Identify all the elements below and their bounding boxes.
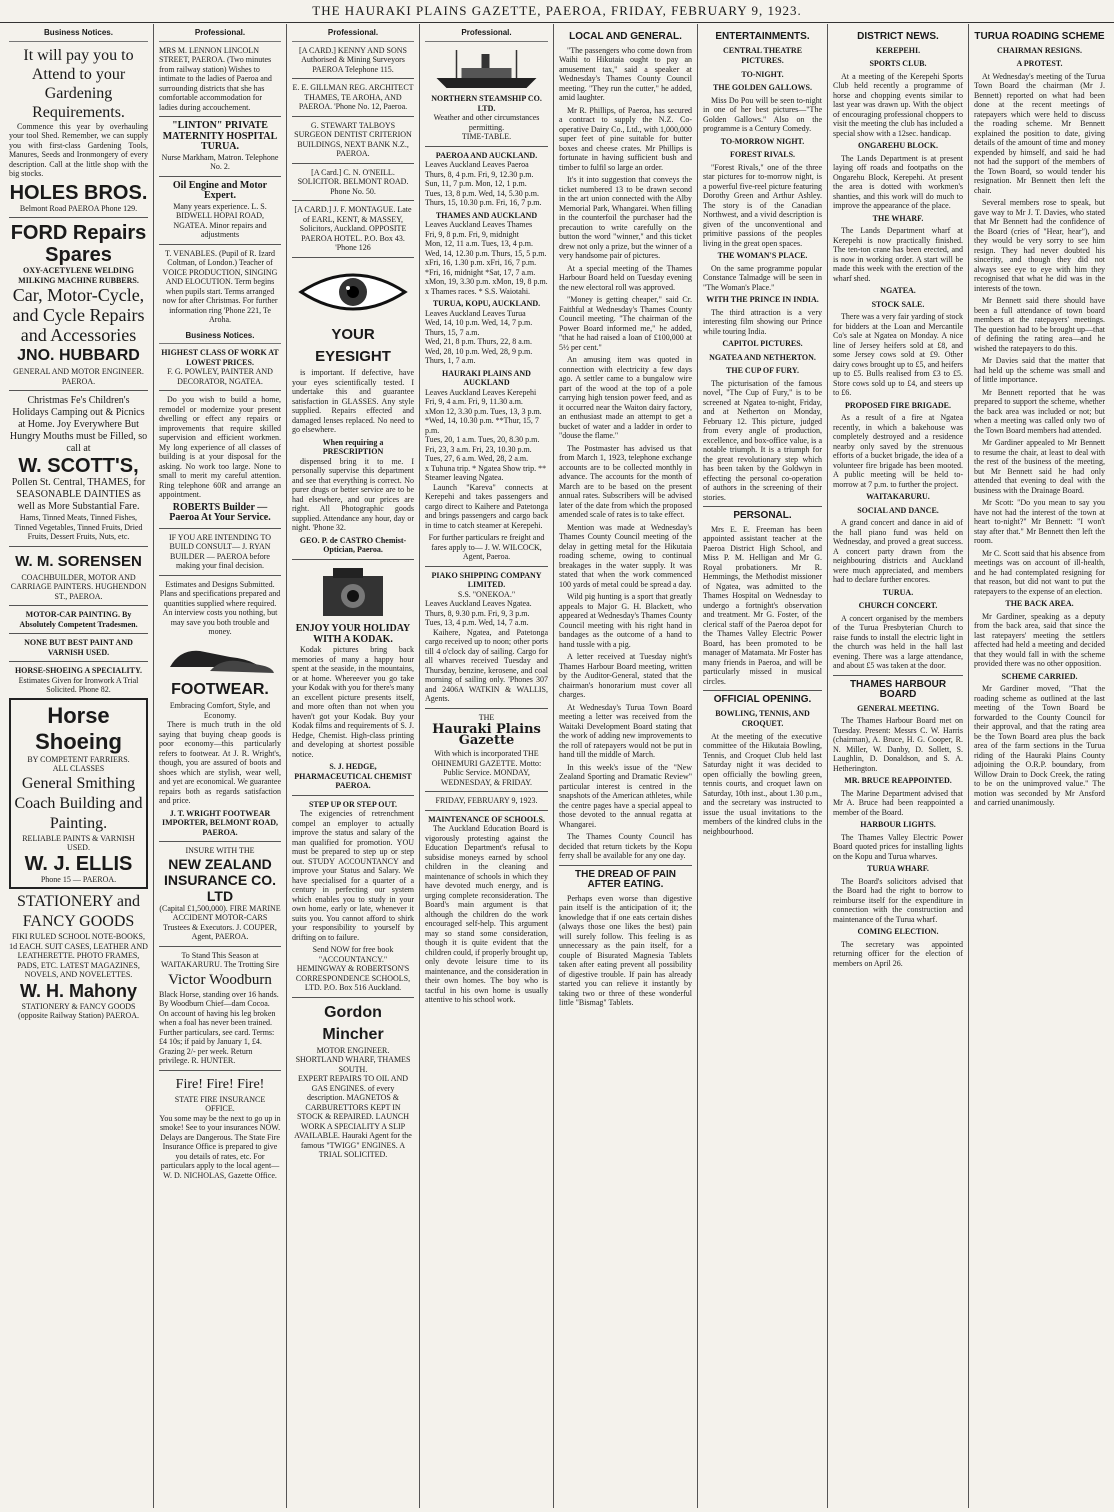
eye-illustration bbox=[292, 262, 414, 322]
victor-woodburn: Victor Woodburn bbox=[168, 971, 272, 988]
article-paragraph: Several members rose to speak, but gave way to Mr J. T. Davies, who stated that Mr Bennett had the confidence of the Board (cries of "Hear, hear"), and they would be very sorry to see him resign. They had never doubted his sincerity, and though they did not always see eye to eye with him they recognised that what he did was in the interests of the town. bbox=[974, 198, 1105, 293]
mahony-name: W. H. Mahony bbox=[20, 980, 137, 1001]
section-label-2: Business Notices. bbox=[159, 331, 281, 345]
ta-row: Leaves Auckland Leaves Thames bbox=[425, 220, 533, 229]
build-body: Do you wish to build a home, remodel or modernize your present dwelling or effect any repairs or improvements that require skilled supervision and efficient workmen. My long experience of all classes of building is at your disposal for the asking. No work too large. None to small to merit my careful attention. Ring telephone 60R and arrange an appointment. bbox=[159, 395, 281, 499]
maintenance-body: The Auckland Education Board is vigorously protesting against the Education Department's refusal to subsidise moneys earned by school children in the cleaning and maintenance of schools in which they have devoted much energy, and is urging complete reconsideration. The Board's main argument is that although the children do the work encouraged self-help. This argument may so stand some consideration, though it is quite evident that the children could, if properly brought up, only devote leisure time to its maintenance, and the consideration in their own homes. The boy who is tactful in his own home is usually attentive to his school work. bbox=[425, 824, 548, 1004]
scott-address: Pollen St. Central, THAMES, for SEASONABLE DAINTIES as well as More Substantial Fare. bbox=[11, 477, 146, 512]
holes-address: Belmont Road PAEROA Phone 129. bbox=[19, 203, 138, 213]
paeroa-auckland-title: PAEROA AND AUCKLAND. bbox=[435, 150, 538, 160]
church-concert: CHURCH CONCERT. bbox=[858, 601, 938, 610]
general-meeting: GENERAL MEETING. bbox=[857, 703, 939, 713]
hubbard-sub: GENERAL AND MOTOR ENGINEER. PAEROA. bbox=[13, 367, 144, 386]
column-local-general bbox=[554, 24, 698, 1508]
oneill-ad: [A Card.] C. N. O'NEILL. SOLICITOR. BELMONT ROAD. Phone No. 50. bbox=[297, 167, 409, 196]
article-paragraph: Mr Bennett reported that he was prepared to support the scheme, whether the back area was included or not; but when a meeting was called only two of the Town Board members had attended. bbox=[974, 387, 1105, 435]
central-theatre: CENTRAL THEATRE PICTURES. bbox=[722, 45, 803, 65]
fire-sub: STATE FIRE INSURANCE OFFICE. bbox=[174, 1094, 266, 1113]
ta-row: *Fri, 16, midnight *Sat, 17, 7 a.m. bbox=[425, 267, 536, 277]
timetable-label: TIME-TABLE. bbox=[461, 132, 512, 141]
launch-note: Launch "Kareva" connects at Kerepehi and takes passengers and cargo direct to Kaihere and Patetonga and brings passengers and cargo back in time to catch steamer at Kerepehi. bbox=[425, 482, 548, 530]
fire-title: Fire! Fire! Fire! bbox=[175, 1076, 265, 1092]
ongarehu-block: ONGAREHU BLOCK. bbox=[857, 141, 938, 150]
gazette-masthead: Hauraki Plains Gazette bbox=[432, 722, 541, 748]
article-paragraph: In this week's issue of the "New Zealand Sporting and Dramatic Review" particular interest is centred in the snapshots of the American athletes, while the centre pages have a special appeal to those devoted to the annual regatta at Whangarei. bbox=[559, 762, 692, 829]
ford-lines: OXY-ACETYLENE WELDING MILKING MACHINE RUBBERS. bbox=[18, 266, 139, 285]
ns-weather: Weather and other circumstances permitting. bbox=[433, 113, 540, 132]
cup-body: The picturisation of the famous novel, "The Cup of Fury," is to be screened at Ngatea to-night, Friday, and at Netherton on Monday, February 12. This picture, judged from every angle of production, excellence, and box-office value, is a notable triumph. It is a triumph for the great revolutionary step which has been taken by the Goldwyn in effecting the personal co-operation of authors in the screening of their stories. bbox=[703, 378, 822, 502]
sorensen-sub: COACHBUILDER, MOTOR AND CARRIAGE PAINTERS. HUGHENDON ST., PAEROA. bbox=[10, 572, 147, 601]
ta-row: Wed, 14, 12.30 p.m. Thurs, 15, 5 p.m. bbox=[425, 248, 547, 258]
ta-row: xFri, 16, 1.30 p.m. xFri, 16, 7 p.m. bbox=[425, 258, 537, 267]
a-protest: A PROTEST. bbox=[1016, 59, 1063, 68]
ongarehu-body: The Lands Department is at present laying off roads and footpaths on the Ongarehu Block, Kerepehi. At present the area is dotted with workmen's shanties, and this work will do much to improve the appearance of the place. bbox=[833, 153, 963, 210]
wright-ad: J. T. WRIGHT FOOTWEAR IMPORTER, BELMONT ROAD, PAEROA. bbox=[161, 808, 279, 837]
car-title: Car, Motor-Cycle, and Cycle Repairs and Accessories bbox=[12, 285, 145, 345]
ford-title: FORD Repairs Spares bbox=[10, 222, 147, 266]
dread-headline: THE DREAD OF PAIN AFTER EATING. bbox=[575, 868, 676, 890]
step-body: The exigencies of retrenchment compel an employer to actually improve the status and salary of the man qualified for promotion. YOU must be prepared to step up or step out. STUDY ACCOUNTANCY and improve your Status and Salary. We have specialised for a quarter of a century in perfecting our system which enables you to study in your own home, early or late, whenever it suits you. You cannot afford to shirk your responsibility to yourself by drifting on to failure. bbox=[292, 809, 414, 942]
gillman-ad: E. E. GILLMAN REG. ARCHITECT THAMES, TE AROHA, AND PAEROA. 'Phone No. 12, Paeroa. bbox=[292, 83, 414, 111]
ta-row: Fri, 9, 8 p.m. Fri, 9, midnight bbox=[425, 229, 519, 239]
hpa-title: HAURAKI PLAINS AND AUCKLAND bbox=[442, 368, 531, 387]
turua-roading-headline: TURUA ROADING SCHEME bbox=[974, 31, 1105, 42]
eyesight-body: is important. If defective, have your eyes scientifically tested. I undertake this and guarantee satisfaction in GLASSES. Any style supplied. Repairs effected and damaged lenses replaced. No need to go elsewhere. bbox=[292, 368, 414, 434]
woodburn-body: Black Horse, standing over 16 hands. By Woodburn Chief—dam Cocoa. On account of having his leg broken when a foal has never been trained. Further particulars, see card. Terms: £4 10s; if paid by January 1, £4. Grazing 2/- per week. Return privilege. R. HUNTER. bbox=[159, 989, 279, 1065]
local-general-headline: LOCAL AND GENERAL. bbox=[569, 31, 682, 42]
forest-rivals: FOREST RIVALS. bbox=[729, 150, 796, 159]
gardening-headline: It will pay you to Attend to your Gardening Requirements. bbox=[23, 46, 134, 121]
hpa-row: Tues, 20, 1 a.m. Tues, 20, 8.30 p.m. bbox=[425, 435, 540, 444]
onekoa-row: Leaves Auckland Leaves Ngatea. bbox=[425, 599, 532, 608]
the-label: THE bbox=[478, 712, 495, 722]
section-label: Business Notices. bbox=[9, 28, 148, 42]
estimates-ad: Estimates and Designs Submitted. Plans and specifications prepared and quantities supplied where required. An interview costs you nothing, but may save you both trouble and money. bbox=[159, 579, 281, 636]
scott-intro: Christmas Fe's Children's Holidays Camping out & Picnics at Home. Joy Everywhere But Hungry Mouths must be Filled, so call at bbox=[9, 395, 148, 454]
article-paragraph: Mr Scott: "Do you mean to say you have not had the interest of the town at heart to-night?" Mr Bennett: "I won't stay after that." Mr Bennett then left the room. bbox=[974, 498, 1105, 545]
sorensen-name: W. M. SORENSEN bbox=[15, 552, 142, 570]
tk-row: Thurs, 15, 7 a.m. bbox=[425, 327, 480, 337]
turua-wharf-body: The Board's solicitors advised that the Board had the right to borrow to reimburse itself for the expenditure in connection with the construction and maintenance of the Turua wharf. bbox=[833, 876, 963, 924]
article-paragraph: "Money is getting cheaper," said Cr. Faithful at Wednesday's Thames County Council meeting. "The chairman of the Power Board informed me," he added, "that he had raised a loan of £100,000 at 5½ per cent." bbox=[559, 295, 692, 352]
linton-title: "LINTON" PRIVATE MATERNITY HOSPITAL TURUA. bbox=[162, 120, 278, 152]
piako-body: Kaihere, Ngatea, and Patetonga cargo received up to noon; other ports till 4 o'clock day of sailing. Cargo for all wharves received Tuesday and Thursday, benzine, kerosene, and coal morning of sailing only. 'Phones 307 and 2406A WATKIN & WALLIS, Agents. bbox=[425, 627, 548, 703]
fire-brigade: PROPOSED FIRE BRIGADE. bbox=[844, 400, 951, 410]
chairman-resigns: CHAIRMAN RESIGNS. bbox=[997, 45, 1082, 55]
ryan-ad: IF YOU ARE INTENDING TO BUILD CONSULT— J. RYAN BUILDER — PAEROA before making your final decision. bbox=[168, 532, 272, 570]
piako-title: PIAKO SHIPPING COMPANY LIMITED. bbox=[431, 570, 542, 589]
golden-gallows: THE GOLDEN GALLOWS. bbox=[713, 83, 812, 92]
stationery-title: STATIONERY and FANCY GOODS bbox=[16, 893, 140, 930]
column-business-notices bbox=[4, 24, 154, 1508]
ta-row: Mon, 12, 11 a.m. Tues, 13, 4 p.m. bbox=[425, 239, 533, 248]
motorcar-painting: MOTOR-CAR PAINTING. By Absolutely Competent Tradesmen. bbox=[19, 610, 138, 629]
article-paragraph: At Wednesday's Turua Town Board meeting a letter was received from the Waitaki Development Board stating that the work of adding new improvements to the roll of ratepayers would not be put in hand till the middle of March. bbox=[559, 702, 692, 759]
stand-season: To Stand This Season at WAITAKARURU. The Trotting Sire bbox=[161, 950, 279, 969]
further-note: For further particulars re freight and fares apply to— J. W. WILCOCK, Agent, Paeroa. bbox=[428, 533, 545, 561]
pa-row: Thurs, 8, 4 p.m. Fri, 9, 12.30 p.m. bbox=[425, 169, 534, 179]
hpa-row: xMon 12, 3.30 p.m. Tues, 13, 3 p.m. bbox=[425, 406, 542, 416]
article-paragraph: Mr R. Phillips, of Paeroa, has secured a contract to supply the N.Z. Co-operative Dairy Co., Ltd., with 1,000,000 super feet of pine suitable for butter boxes and cheese crates. Mr Phillips is fortunate in having sufficient bush and timber to fulfil so large an order. bbox=[559, 105, 692, 172]
column-entertainments bbox=[698, 24, 828, 1508]
sports-club: SPORTS CLUB. bbox=[869, 59, 927, 68]
turua-label: TURUA. bbox=[882, 587, 914, 597]
cup-of-fury: THE CUP OF FURY. bbox=[726, 366, 799, 375]
hemingway-ad: HEMINGWAY & ROBERTSON'S CORRESPONDENCE SCHOOLS, LTD. P.O. Box 516 Auckland. bbox=[295, 964, 411, 992]
brigade-body: As a result of a fire at Ngatea recently, in which a bakehouse was completely destroyed and a residence nearby only saved by the strenuous efforts of a bucket brigade, the idea of a volunteer fire brigade has been mooted. A public meeting will be held to-morrow at 7 p.m. to further the project. bbox=[833, 413, 963, 489]
insure-with: INSURE WITH THE bbox=[185, 846, 255, 855]
horse-shoeing-sub: BY COMPETENT FARRIERS. bbox=[27, 754, 130, 764]
fire-body: You some may be the next to go up in smoke! See to your insurances NOW. Delays are Dangerous. The State Fire Insurance Office is prepared to give you details of rates, etc. For particulars apply to the local agent— W. D. NICHOLAS, Gazette Office. bbox=[159, 1113, 281, 1180]
ellis-phone: Phone 15 — PAEROA. bbox=[40, 874, 117, 884]
decastro-ad: GEO. P. de CASTRO Chemist-Optician, Paeroa. bbox=[299, 535, 407, 554]
onekoa-row: Tues, 13, 4 p.m. Wed, 14, 7 a.m. bbox=[425, 618, 529, 627]
stock-body: There was a very fair yarding of stock for bidders at the Loan and Mercantile Co's sale at Ngatea on Monday. A nice line of Jersey heifers sold at £8, and some Jersey cows sold at £9. Other dairy cows brought up to £5, and heifers up to £5. Bulls realised from £3 to £5. Store cows sold up to £4, and steers up to £6. bbox=[833, 312, 963, 397]
dateline: FRIDAY, FEBRUARY 9, 1923. bbox=[435, 796, 538, 805]
tk-row: Wed, 14, 10 p.m. Wed, 14, 7 p.m. bbox=[425, 318, 533, 327]
article-paragraph: Mr Davies said that the matter that had held up the scheme was small and of little importance. bbox=[974, 356, 1105, 384]
womans-body: On the same programme popular Constance Talmadge will be seen in "The Woman's Place." bbox=[703, 263, 822, 292]
horse-shoeing-title: Horse Shoeing bbox=[35, 702, 122, 754]
general-smithing: General Smithing bbox=[21, 774, 136, 792]
mincher-sub: MOTOR ENGINEER. SHORTLAND WHARF, THAMES SOUTH. bbox=[295, 1045, 411, 1074]
nz-insurance-sub: (Capital £1,500,000). FIRE MARINE ACCIDENT MOTOR-CARS Trustees & Executors. J. COUPER, Agent, PAEROA. bbox=[159, 903, 281, 941]
ellis-name: W. J. ELLIS bbox=[24, 852, 133, 875]
back-area: THE BACK AREA. bbox=[1005, 599, 1074, 608]
ngatea-label: NGATEA. bbox=[880, 286, 916, 295]
prescription-title: When requiring a PRESCRIPTION bbox=[322, 437, 384, 456]
bowling-sub: BOWLING, TENNIS, AND CROQUET. bbox=[715, 708, 810, 728]
columns bbox=[4, 24, 1110, 1508]
section-label: Professional. bbox=[159, 28, 281, 42]
kodak-title: ENJOY YOUR HOLIDAY WITH A KODAK. bbox=[295, 623, 411, 645]
forest-body: "Forest Rivals," one of the three star pictures for to-morrow night, is a powerful five-reel picture featuring Dorothy Green and Arthur Ashley. The story is of the Canadian Northwest, and a vivid description is given of the unconventional and primitive passions of the peoples living in the great open spaces. bbox=[703, 162, 822, 248]
sports-body: At a meeting of the Kerepehi Sports Club held recently a programme of horse and chopping events similar to last year was drawn up. With the object of encouraging professional choppers to visit the meeting the club has included a special show with a 12sec. handicap. bbox=[833, 71, 963, 138]
tk-row: Wed, 28, 10 p.m. Wed, 28, 9 p.m. bbox=[425, 346, 533, 356]
social-dance: SOCIAL AND DANCE. bbox=[857, 505, 939, 515]
kodak-illustration bbox=[292, 564, 414, 622]
thb-body: The Thames Harbour Board met on Tuesday. Present: Messrs C. W. Harris (chairman), A. Bruce, H. G. Cooper, R. N. Miller, W. Danby, D. Sollett, S. Laughlin, D. Donaldson, and S. A. Hetherington. bbox=[833, 716, 963, 773]
footwear-sub: Embracing Comfort, Style, and Economy. bbox=[169, 701, 271, 720]
hpa-notes: x Tuhuna trip. * Ngatea Show trip. ** Steamer leaving Ngatea. bbox=[425, 463, 547, 482]
powley-ad: F. G. POWLEY, PAINTER AND DECORATOR, NGATEA. bbox=[167, 367, 273, 386]
mahony-sub: STATIONERY & FANCY GOODS (opposite Railway Station) PAEROA. bbox=[17, 1001, 140, 1020]
article-paragraph: "The passengers who come down from Waihi to Hikutaia ought to pay an amusement tax," said a speaker at Wednesday's Thames County Council meeting. "They run the cutter," he added, amid laughter. bbox=[559, 45, 692, 102]
onekoa-title: S.S. "ONEKOA." bbox=[457, 589, 516, 599]
maintenance-title: MAINTENANCE OF SCHOOLS. bbox=[428, 814, 545, 824]
column-turua-roading bbox=[969, 24, 1110, 1508]
nz-insurance: NEW ZEALAND INSURANCE CO. LTD bbox=[163, 855, 276, 904]
kenny-ad: [A CARD.] KENNY AND SONS Authorised & Mining Surveyors PAEROA Telephone 115. bbox=[299, 45, 407, 74]
pa-row: Tues, 13, 8 p.m. Wed, 14, 5.30 p.m. bbox=[425, 188, 540, 198]
talboys-ad: G. STEWART TALBOYS SURGEON DENTIST CRITERION BUILDINGS, NEXT BANK N.Z., PAEROA. bbox=[294, 120, 412, 158]
thames-harbour-headline: THAMES HARBOUR BOARD bbox=[849, 678, 947, 700]
prince-india: WITH THE PRINCE IN INDIA. bbox=[706, 295, 819, 304]
oil-title: Oil Engine and Motor Expert. bbox=[172, 179, 268, 201]
step-send: Send NOW for free book "ACCOUNTANCY." bbox=[312, 945, 394, 964]
stationery-lines: FIKI RULED SCHOOL NOTE-BOOKS, 1d EACH. SUIT CASES, LEATHER AND LEATHERETTE. PHOTO FRAMES, PADS, ETC. LATEST MAGAZINES, NOVELS, AND NOVELETTES. bbox=[9, 932, 148, 979]
pa-row: Leaves Auckland Leaves Paeroa bbox=[425, 160, 529, 169]
district-news-headline: DISTRICT NEWS. bbox=[857, 31, 939, 42]
coach-building: Coach Building and Painting. bbox=[14, 794, 143, 832]
lights-body: The Thames Valley Electric Power Board quoted prices for installing lights on the Kopu and Turua wharves. bbox=[833, 832, 963, 861]
ngatea-netherton: NGATEA AND NETHERTON. bbox=[709, 352, 816, 362]
entertainments-headline: ENTERTAINMENTS. bbox=[715, 31, 810, 42]
article-paragraph: The Thames County Council has decided that return tickets by the Kopu ferry shall be available for any one day. bbox=[559, 832, 692, 860]
holes-bros-name: HOLES BROS. bbox=[9, 181, 148, 204]
article-paragraph: A letter received at Tuesday night's Thames Harbour Board meeting, written by the Auditor-General, stated that the chairman's honorarium must cover all charges. bbox=[559, 652, 692, 699]
column-shipping bbox=[420, 24, 554, 1508]
article-paragraph: Mr Gardiner, speaking as a deputy from the back area, said that since the last ratepayers' meeting the settlers affected had held a meeting and decided that they would fall in with the scheme provided there was no other opposition. bbox=[974, 611, 1105, 668]
womans-place: THE WOMAN'S PLACE. bbox=[717, 251, 808, 260]
article-paragraph: Mr Gardiner appealed to Mr Bennett to resume the chair, at least to deal with the rest of the business of the meeting, but Mr Bennett said he had only attended that evening to deal with the business with the Drainage Board. bbox=[974, 438, 1105, 495]
onekoa-row: Thurs, 8, 9.30 p.m. Fri, 9, 3 p.m. bbox=[425, 608, 530, 618]
linton-sub: Nurse Markham, Matron. Telephone No. 2. bbox=[161, 152, 279, 171]
ta-row: xMon, 19, 3.30 p.m. xMon, 19, 8 p.m. bbox=[425, 277, 548, 286]
article-paragraph: At Wednesday's meeting of the Turua Town Board the chairman (Mr J. Bennett) reported on what had been done at the recent meetings of ratepayers which were held to discuss the roading scheme. Mr Bennett explained the position to date, giving details of the amount of time and money expended by himself, and said he had not had the support of the members of the Town Board, so would tender his resignation. Mr Bennett then left the chair. bbox=[974, 71, 1105, 195]
masthead: THE HAURAKI PLAINS GAZETTE, PAEROA, FRIDAY, FEBRUARY 9, 1923. bbox=[0, 0, 1114, 23]
thames-auckland-title: THAMES AND AUCKLAND bbox=[435, 210, 538, 220]
ta-notes: x Thames races. * S.S. Waiotahi. bbox=[425, 286, 531, 296]
the-wharf: THE WHARF. bbox=[872, 213, 924, 223]
article-paragraph: Wild pig hunting is a sport that greatly appeals to Major G. H. Blackett, who appeared at Wednesday's Thames County Council meeting with his right hand in bandages as the outcome of a hand to hand tussle with a pig. bbox=[559, 592, 692, 649]
coming-body: The secretary was appointed returning officer for the election of members on April 26. bbox=[833, 939, 963, 968]
kerepehi-label: KEREPEHI. bbox=[875, 45, 921, 55]
article-paragraph: Mr Bennett said there should have been a full attendance of town board members at the ratepayers' meetings. The question had to be brought up—that of defining the rating area—and he wished the ratepayers to do this. bbox=[974, 296, 1105, 353]
step-title: STEP UP OR STEP OUT. bbox=[308, 799, 398, 809]
section-label: Professional. bbox=[292, 28, 414, 42]
section-label: Professional. bbox=[425, 28, 548, 42]
prescription-body: dispensed bring it to me. I personally supervise this department and see that everything is correct. No purer drugs or better service are to be had elsewhere, and our prices are right. All Photographic goods supplied. Attendance any hour, day or night. 'Phone 32. bbox=[292, 456, 414, 532]
personal-headline: PERSONAL. bbox=[733, 510, 792, 521]
article-paragraph: An amusing item was quoted in connection with electricity a few days ago. A settler came to a bungalow wire part of the wood at the top of a pole carrying high tension power feed, and as it occurred near the Waiton dairy factory, an enthusiast made an attempt to get a bucket of water and a ladder in order to "douse the flame." bbox=[559, 355, 692, 440]
harbour-lights: HARBOUR LIGHTS. bbox=[860, 820, 936, 829]
all-classes: ALL CLASSES bbox=[52, 764, 105, 773]
official-body: At the meeting of the executive committee of the Hikutaia Bowling, Tennis, and Croquet Club held last Saturday night it was decided to open officially the bowling green, tennis courts, and croquet lawn on Saturday, 10th inst., about 1.30 p.m., and the secretary was instructed to issue the usual invitations to the members of the kindred clubs in the neighbourhood. bbox=[703, 731, 822, 836]
ironwork-note: Estimates Given for Ironwork A Trial Solicited. Phone 82. bbox=[18, 675, 139, 694]
roberts-ad: ROBERTS Builder — Paeroa At Your Service. bbox=[169, 501, 271, 523]
hpa-row: Fri, 23, 3 a.m. Fri, 23, 10.30 p.m. bbox=[425, 444, 532, 454]
reliable-paints: RELIABLE PAINTS & VARNISH USED. bbox=[22, 833, 135, 852]
tk-row: Leaves Auckland Leaves Turua bbox=[425, 308, 526, 318]
holes-body: Commence this year by overhauling your tool Shed. Remember, we can supply you with first-class Gardening Tools, Manures, Seeds and Ironmongery of every description. Call at the little shop with the big stocks. bbox=[9, 121, 148, 178]
church-body: A concert organised by the members of the Turua Presbyterian Church to raise funds to install the electric light in the church was held in the hall last evening. There was a large attendance, and about £5 was taken at the door. bbox=[833, 613, 963, 670]
mincher-name: Gordon Mincher bbox=[322, 1003, 384, 1043]
article-paragraph: Mention was made at Wednesday's Thames County Council meeting of the delay in getting metal for the Hikutaia roading scheme, owing to continual breakages in the water supply. It was stated that when the work commenced 100 yards of metal could be spread a day. bbox=[559, 522, 692, 589]
dread-body: Perhaps even worse than digestive pain itself is the anticipation of it; the knowledge that if one eats certain dishes (always those one likes the best) pain will surely follow. This feeling is as unnecessary as the pain itself, for a couple of Bisurated Magnesia Tablets taken after eating prevent all possibility of digestive trouble. If pain has already started you can relieve it instantly by taking two or three of these wonderful little "Bismag" Tablets. bbox=[559, 893, 692, 1007]
venables-ad: T. VENABLES. (Pupil of R. Izard Coltman, of London.) Teacher of VOICE PRODUCTION, SINGING AND ELOCUTION. Term begins when pupils start. Terms arranged now for after Christmas. For further information ring 'Phone 221, Te Aroha. bbox=[162, 248, 278, 324]
stock-sale: STOCK SALE. bbox=[871, 299, 925, 309]
coming-election: COMING ELECTION. bbox=[857, 927, 939, 936]
turua-wharf: TURUA WHARF. bbox=[867, 864, 929, 873]
reapp-body: The Marine Department advised that Mr A. Bruce had been reappointed a member of the Board. bbox=[833, 788, 963, 817]
hpa-row: Fri, 9, 4 a.m. Fri, 9, 11.30 a.m. bbox=[425, 397, 523, 406]
tonight-label: TO-NIGHT. bbox=[741, 69, 784, 79]
article-paragraph: At a special meeting of the Thames Harbour Board held on Tuesday evening the new electoral roll was approved. bbox=[559, 263, 692, 292]
kodak-body: Kodak pictures bring back memories of many a happy hour spent at the seaside, in the mountains, or at home. Whereever you go take your Kodak with you for there's many an excellent picture presents itself, and more often than not when you haven't got your Kodak. Buy your Kodak films and requirements of S. J. Hedge, Chemist. High-class printing and developing at shortest possible notice. bbox=[292, 645, 414, 759]
footwear-body: There is much truth in the old saying that buying cheap goods is poor economy—this particularly refers to footwear. At J. R. Wright's, though, you are assured of boots and shoes which are stylish, wear well, and yet are economical. We guarantee repairs both as regards satisfaction and price. bbox=[159, 720, 281, 805]
turua-title: TURUA, KOPU, AUCKLAND. bbox=[432, 299, 541, 308]
shoe-illustration bbox=[159, 637, 281, 677]
eyesight-title: YOUR EYESIGHT bbox=[315, 326, 391, 365]
wharf-body: The Lands Department wharf at Kerepehi is now practically finished. The ten-ton crane has been erected, and is now in working order. A start will be made this week with the erection of the wharf shed. bbox=[833, 226, 963, 283]
highest-class: HIGHEST CLASS OF WORK AT LOWEST PRICES. bbox=[161, 348, 279, 367]
prince-body: The third attraction is a very interesting film showing our Prince while touring India. bbox=[703, 307, 822, 336]
social-body: A grand concert and dance in aid of the hall piano fund was held on Wednesday, and proved a great success. A concert party drawn from the neighbouring districts and Auckland were much appreciated, and members had to declare further encores. bbox=[833, 518, 963, 584]
hpa-row: Leaves Auckland Leaves Kerepehi bbox=[425, 387, 537, 397]
article-paragraph: It's it into suggestion that conveys the ticket numbered 13 to be drawn second in the art union connected with the Alby Memorial Park, Whangarei. When filling in the counterfoil the purchaser had the precaution to write carefully on the button the word "winner," and this ticket drew not only a prize, but the winner of a very handsome pair of pictures. bbox=[559, 175, 692, 260]
tomorrow-label: TO-MORROW NIGHT. bbox=[720, 136, 805, 146]
mincher-body: EXPERT REPAIRS TO OIL AND GAS ENGINES. of every description. MAGNETOS & CARBURETTORS KEPT IN STOCK & REPAIRED. LAUNCH WORK A SPECIALITY A SLIP AVAILABLE. Hauraki Agent for the famous "TWIGG" ENGINES. A TRIAL SOLICITED. bbox=[294, 1074, 412, 1159]
tk-row: Wed, 21, 8 p.m. Thurs, 22, 8 a.m. bbox=[425, 337, 532, 346]
pa-row: Thurs, 15, 10.30 p.m. Fri, 16, 7 p.m. bbox=[425, 198, 542, 207]
footwear-title: FOOTWEAR. bbox=[171, 681, 269, 698]
horseshoeing-note: HORSE-SHOEING A SPECIALITY. bbox=[14, 666, 143, 675]
column-professional-3 bbox=[287, 24, 420, 1508]
article-paragraph: The Postmaster has advised us that from March 1, 1923, telephone exchange accounts are to be collected monthly in advance. The accounts for the month of March are to be based on the present annual rates. Subscribers will be advised later of the date from which the proposed amended scale of rates is to take effect. bbox=[559, 443, 692, 519]
montague-ad: [A CARD.] J. F. MONTAGUE. Late of EARL, KENT, & MASSEY, Solicitors, Auckland. OPPOSITE PAEROA HOTEL. P.O. Box 43. 'Phone 126 bbox=[294, 205, 412, 252]
article-paragraph: Mr Gardiner moved, "That the roading scheme as outlined at the last meeting of the Town Board be forwarded to the County Council for their approval, and that the rating area be the Town Board area plus the back area of the farm sections in the Turua riding of the Hauraki Plains County adjoining the O.R.P. boundary, from Willow Drain to Dock Creek, the rating to be on the unimproved value." The motion was seconded by Mr Ansford and carried unanimously. bbox=[974, 684, 1105, 807]
pa-row: Sun, 11, 7 p.m. Mon, 12, 1 p.m. bbox=[425, 179, 527, 188]
scott-name: W. SCOTT'S, bbox=[18, 455, 139, 477]
ellis-ad bbox=[9, 698, 148, 890]
bruce-reappointed: MR. BRUCE REAPPOINTED. bbox=[844, 776, 952, 785]
gallows-body: Miss Do Pou will be seen to-night in one of her best pictures—"The Golden Gallows." Also on the programme is a Century Comedy. bbox=[703, 95, 822, 133]
scott-goods: Hams, Tinned Meats, Tinned Fishes, Tinned Vegetables, Tinned Fruits, Dried Fruits, Dessert Fruits, Nuts, etc. bbox=[14, 513, 143, 541]
tk-row: Thurs, 1, 7 a.m. bbox=[425, 356, 476, 365]
hpa-row: *Wed, 14, 10.30 p.m. **Thur, 15, 7 p.m. bbox=[425, 416, 539, 435]
oil-body: Many years experience. L. S. BIDWELL HOPAI ROAD, NGATEA. Minor repairs and adjustments bbox=[173, 201, 267, 239]
gazette-sub: With which is incorporated THE OHINEMURI GAZETTE. Motto: Public Service. MONDAY, WEDNESDAY, & FRIDAY. bbox=[431, 749, 542, 787]
hubbard-name: JNO. HUBBARD bbox=[17, 347, 140, 364]
article-paragraph: Mr C. Scott said that his absence from meetings was on account of ill-health, and he had contemplated resigning for that reason, but did not want to put the ratepayers to the expense of an election. bbox=[974, 548, 1105, 596]
hpa-row: Tues, 27, 6 a.m. Wed, 28, 2 a.m. bbox=[425, 454, 529, 463]
ns-title: NORTHERN STEAMSHIP CO. LTD. bbox=[431, 94, 542, 113]
column-district-news bbox=[828, 24, 969, 1508]
personal-body: Mrs E. E. Freeman has been appointed assistant teacher at the Paeroa District High School, and Miss P. M. Helligan and Mr G. Royal probationers. Mr R. Hemmings, the Methodist missioner of Ngatea, was admitted to the Thames Hospital on Wednesday to undergo a fortnight's observation and treatment. Mr G. Foster, of the clerical staff of the Paeroa depot for the Thames Valley Electric Power Board, has been promoted to be manager of Matamata. Mr Foster has many friends in Paeroa, and will be particularly missed in musical circles. bbox=[703, 524, 822, 686]
official-opening-headline: OFFICIAL OPENING. bbox=[713, 694, 812, 705]
lennon-ad: MRS M. LENNON LINCOLN STREET, PAEROA. (Two minutes from railway station) Wishes to intimate to the ladies of Paeroa and surrounding districts that she has comfortable accommodation for ladies during accouchement. bbox=[159, 45, 272, 112]
waitakaruru-label: WAITAKARURU. bbox=[866, 492, 930, 501]
scheme-carried: SCHEME CARRIED. bbox=[1001, 671, 1078, 681]
capitol-pictures: CAPITOL PICTURES. bbox=[722, 339, 803, 348]
paint-note: NONE BUT BEST PAINT AND VARNISH USED. bbox=[24, 638, 133, 657]
steamship-illustration bbox=[425, 46, 548, 92]
hedge-ad: S. J. HEDGE, PHARMACEUTICAL CHEMIST PAEROA. bbox=[294, 762, 412, 790]
column-professional-2 bbox=[154, 24, 287, 1508]
